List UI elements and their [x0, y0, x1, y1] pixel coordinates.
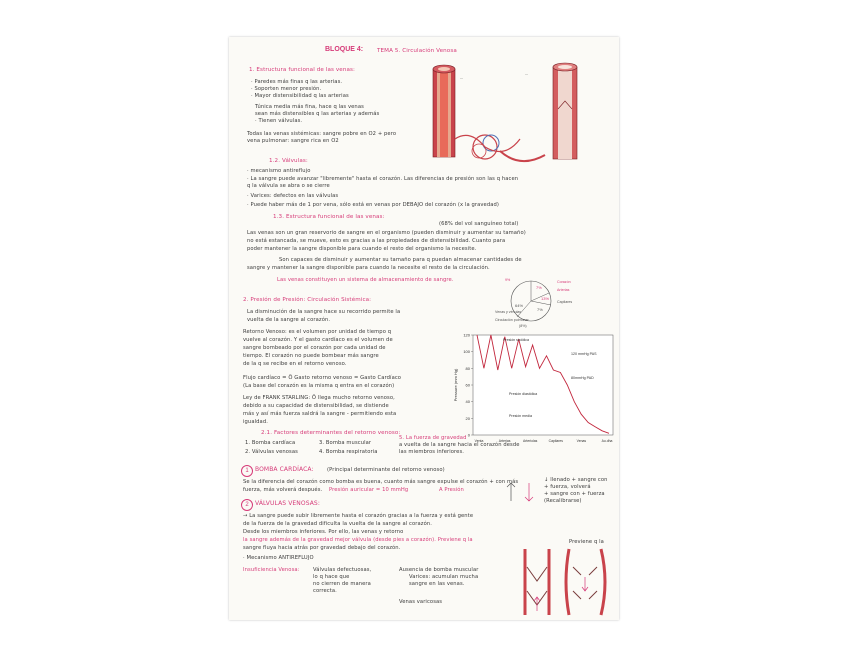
pie-value-2: 64% [515, 303, 524, 308]
y-tick-label-5: 100 [463, 349, 470, 355]
retorno-l2: vuelve al corazón. Y el gasto cardíaco es el volumen de [243, 337, 393, 343]
ley-l1: Ley de FRANK STARLING: Ö llega mucho retorno venoso, [243, 395, 395, 401]
number-1-circle: 1 [241, 465, 253, 477]
section13-p4: Son capaces de disminuir y aumentar su tamaño para q puedan almacenar cantidades de [279, 257, 522, 263]
pie-label-3: Capilares [557, 300, 573, 304]
pie-label-1: Arterias [557, 288, 570, 292]
bomba-l2: fuerza, más volverá después. [243, 487, 323, 493]
bomba-l1: Se la diferencia del corazón como bomba es buena, cuanto más sangre expulse el corazón + con más [243, 479, 519, 485]
x-tick-label-1: Arterias [498, 439, 511, 443]
vv-l5: sangre fluya hacia atrás por gravedad debajo del corazón. [243, 545, 401, 551]
det-1: 1. Bomba cardíaca [245, 440, 296, 446]
section2-p2: vuelta de la sangre al corazón. [247, 317, 331, 323]
notes-page [229, 37, 619, 620]
pressure-chart-svg [451, 327, 619, 462]
x-tick-label-5: Au.dha [601, 439, 613, 443]
pressure-chart [451, 327, 619, 462]
side-note-2: + fuerza, volverá [544, 484, 591, 490]
section13-p6: Las venas constituyen un sistema de almacenamiento de sangre. [277, 277, 454, 283]
tunica-line2: sean más distensibles q las arterias y además [255, 111, 380, 117]
venas-varicosas-label: Venas varicosas [399, 599, 443, 605]
side-note-4: (Recalibrarse) [544, 498, 582, 504]
pie-label-bottom: (8%) [519, 324, 527, 328]
y-tick-label-2: 40 [465, 399, 470, 405]
pie-label-2: Venas y vénulas [495, 310, 522, 314]
section13-note: (68% del vol sanguíneo total) [439, 221, 519, 227]
bomba-note: (Principal determinante del retorno venoso) [327, 467, 445, 473]
det-2: 2. Válvulas venosas [245, 449, 298, 455]
sistemicas-line: Todas las venas sistémicas: sangre pobre en O2 + pero [247, 131, 397, 137]
retorno-l3: sangre bombeado por el corazón por cada unidad de [243, 345, 386, 351]
valvulas-l4: · Varices: defectos en las válvulas [247, 193, 339, 199]
side-note-1: ↓ llenado + sangre con [544, 477, 608, 483]
section1-heading: 1. Estructura funcional de las venas: [249, 67, 356, 73]
section12-heading: 1.2. Válvulas: [269, 158, 308, 164]
artery-drawing [433, 65, 455, 157]
vessels-illustration [425, 59, 595, 171]
vein-drawing [553, 63, 577, 159]
ausencia-label: Ausencia de bomba muscular [399, 567, 479, 573]
bullet-1: · Paredes más finas q las arterias. [251, 79, 343, 85]
det-5c: las miembros inferiores. [399, 449, 465, 455]
annotation-4: Presión media [509, 414, 532, 418]
x-tick-label-3: Capilares [548, 439, 563, 443]
annotation-1: 120 mmHg PAS [571, 352, 597, 356]
insuf-l2: Válvulas defectuosas, [313, 567, 372, 573]
pie-value-1: 13% [541, 296, 550, 301]
insuf-l7: sangre en las venas. [409, 581, 465, 587]
x-tick-label-2: Arteriolas [523, 439, 538, 443]
y-tick-label-3: 60 [465, 382, 470, 388]
vv-l3: Desde los miembros inferiores. Por ello, las venas y retorno [243, 529, 404, 535]
ley-l4: igualdad. [243, 419, 268, 425]
insuf-l6: Varices: acumulan mucha [409, 574, 479, 580]
blood-distribution-pie [491, 273, 601, 329]
valvulas-l3: q la válvula se abra o se cierre [247, 183, 330, 189]
valvulas-venosas-heading: VÁLVULAS VENOSAS: [255, 500, 320, 507]
normal-valve-drawing [525, 549, 549, 615]
bullet-3: · Mayor distensibilidad q las arterias [251, 93, 349, 99]
annotation-2: 80mmHg PAD [571, 376, 594, 380]
section2-heading: 2. Presión de Presión: Circulación Sistémica: [243, 297, 372, 303]
insuf-l1: Insuficiencia Venosa: [243, 567, 300, 573]
section13-heading: 1.3. Estructura funcional de las venas: [273, 214, 385, 220]
insuf-l5: correcta. [313, 588, 337, 594]
pie-value-4: 9% [505, 278, 511, 282]
vessel-label-b: — [525, 72, 528, 76]
flujo-l2: (La base del corazón es la misma q entra en el corazón) [243, 383, 395, 389]
bomba-l2b: Presión auricular = 10 mmHg [329, 487, 409, 493]
valvulas-l2: · La sangre puede avanzar "libremente" hasta el corazón. Las diferencias de presión son las q hacen [247, 176, 519, 182]
section2-p1: La disminución de la sangre hace su recorrido permite la [247, 309, 401, 315]
x-tick-label-4: Venas [576, 439, 587, 443]
tunica-line1: Túnica media más fina, hace q las venas [255, 104, 364, 110]
pie-label-0: Corazón [557, 280, 571, 284]
section13-p3: poder mantener la sangre disponible para cuando el resto del organismo la necesite. [247, 246, 477, 252]
retorno-l4: tiempo. El corazón no puede bombear más sangre [243, 353, 379, 359]
det-3: 3. Bomba muscular [319, 440, 372, 446]
section13-p5: sangre y mantener la sangre disponible para cuando la necesite el resto de la circulación. [247, 265, 490, 271]
topic-title: TEMA 5. Circulación Venosa [377, 48, 457, 54]
flujo-l1: Flujo cardíaco = Ö Gasto retorno venoso = Gasto Cardíaco [243, 375, 402, 381]
bomba-l2c: A Presión [439, 487, 464, 493]
y-tick-label-0: 0 [467, 432, 470, 438]
y-tick-label-6: 120 [463, 332, 470, 338]
annotation-0: Presión sistólica [503, 338, 529, 342]
determinantes-heading: 2.1. Factores determinantes del retorno venoso: [261, 430, 401, 436]
pie-value-3: 7% [537, 307, 543, 312]
block-title: BLOQUE 4: [325, 46, 364, 53]
vessel-label-a: — [460, 76, 463, 80]
vein-valve-diagram [519, 547, 614, 617]
retorno-l1: Retorno Venoso: es el volumen por unidad de tiempo q [243, 329, 392, 335]
retorno-l5: de la q se recibe en el retorno venoso. [243, 361, 347, 367]
vv-l6: · Mecanismo ANTIREFLUJO [243, 555, 314, 561]
pulmonar-line: vena pulmonar: sangre rica en O2 [247, 138, 339, 144]
bullet-2: · Soporten menor presión. [251, 86, 322, 92]
valves-line: · Tienen válvulas. [255, 118, 303, 124]
varicose-valve-drawing [566, 549, 605, 615]
valvulas-l1: · mecanismo antireflujo [247, 168, 311, 174]
insuf-l4: no cierren de manera [313, 581, 371, 587]
det-5a: 5. La fuerza de gravedad [399, 435, 467, 441]
number-2-circle: 2 [241, 499, 253, 511]
x-tick-label-0: Venta [474, 439, 484, 443]
section13-p1: Las venas son un gran reservorio de sangre en el organismo (pueden disminuir y aumentar su tamaño) [247, 230, 526, 236]
y-axis-label: Pressure (mm Hg) [453, 368, 458, 402]
ley-l2: debido a su capacidad de distensibilidad, se distiende [243, 403, 389, 409]
vv-l2: de la fuerza de la gravedad dificulta la vuelta de la sangre al corazón. [243, 521, 433, 527]
det-5b: a vuelta de la sangre hacia el corazón desde [399, 442, 520, 448]
side-note-3: + sangre con + fuerza [544, 491, 605, 497]
capillary-bed-drawing [455, 135, 545, 161]
det-4: 4. Bomba respiratoria [319, 449, 378, 455]
diagram-label: Previene q la [569, 539, 604, 545]
y-tick-label-4: 80 [465, 365, 470, 371]
valvulas-l5: · Puede haber más de 1 por vena, sólo está en venas por DEBAJO del corazón (x la gravedad) [247, 202, 500, 208]
ley-l3: más y así más fuerza saldrá la sangre - permitiendo esta [243, 411, 397, 417]
pie-label-4: Circulación pulmonar [495, 318, 529, 322]
bomba-heading: BOMBA CARDÍACA: [255, 466, 314, 473]
pressure-arrows [501, 477, 541, 507]
vv-l1: → La sangre puede subir libremente hasta el corazón gracias a la fuerza y está gente [243, 513, 474, 519]
annotation-3: Presión diastólica [509, 392, 538, 396]
y-tick-label-1: 20 [465, 415, 470, 421]
insuf-l3: lo q hace que [313, 574, 350, 580]
section13-p2: no está estancada, se mueve, esto es gracias a las propiedades de distensibilidad. Cuanto para [247, 238, 506, 244]
pie-value-0: 7% [536, 285, 542, 290]
vv-l4: la sangre además de la gravedad mejor válvula (desde pies a corazón). Previene q la [243, 537, 473, 543]
